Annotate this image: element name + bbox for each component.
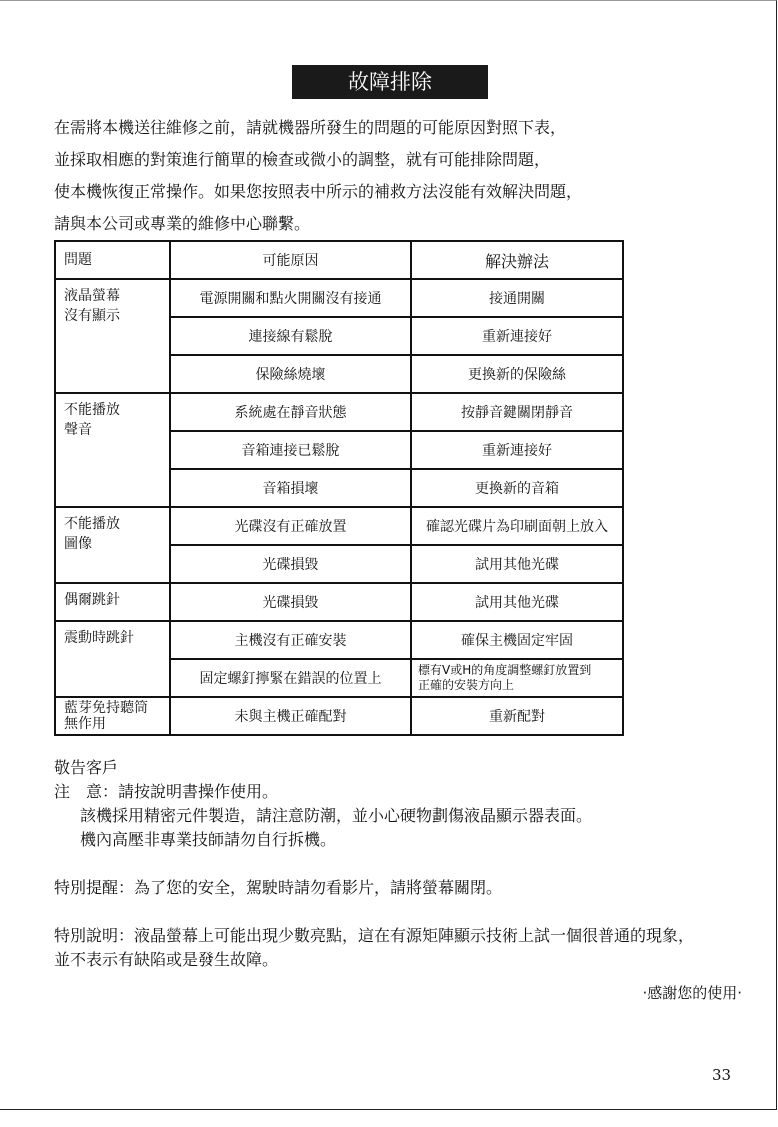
cause-cell: 固定螺釘擰緊在錯誤的位置上 — [170, 659, 411, 697]
header-cause: 可能原因 — [170, 241, 411, 279]
table-row — [55, 697, 623, 735]
header-solution: 解決辦法 — [411, 241, 623, 279]
attention-line — [54, 780, 694, 804]
solution-cell: 接通開關 — [411, 279, 623, 317]
header-problem: 問題 — [55, 241, 170, 279]
table-row — [55, 279, 623, 317]
page-number: 33 — [712, 1066, 732, 1084]
thanks-note: ·感謝您的使用· — [642, 984, 742, 1002]
cause-cell: 系統處在靜音狀態 — [170, 393, 411, 431]
table-row — [55, 583, 623, 621]
problem-cell: 不能播放 圖像 — [55, 507, 170, 583]
cause-cell: 主機沒有正確安裝 — [170, 621, 411, 659]
attention-text: 請按說明書操作使用。 — [118, 782, 279, 801]
intro-line: 並採取相應的對策進行簡單的檢查或微小的調整，就有可能排除問題， — [54, 150, 551, 169]
cause-cell: 連接線有鬆脫 — [170, 317, 411, 355]
attention-label: 注 意： — [54, 782, 119, 801]
solution-cell: 重新連接好 — [411, 431, 623, 469]
cause-cell: 光碟損毀 — [170, 545, 411, 583]
solution-cell: 試用其他光碟 — [411, 583, 623, 621]
cause-cell: 保險絲燒壞 — [170, 355, 411, 393]
table-row — [55, 393, 623, 431]
special-explanation: 並不表示有缺陷或是發生故障。 — [54, 950, 279, 969]
solution-cell: 更換新的音箱 — [411, 469, 623, 507]
attention-line: 機內高壓非專業技師請勿自行拆機。 — [80, 830, 337, 849]
cause-cell: 未與主機正確配對 — [170, 697, 411, 735]
solution-cell: 重新連接好 — [411, 317, 623, 355]
cause-cell: 音箱損壞 — [170, 469, 411, 507]
intro-line: 使本機恢復正常操作。如果您按照表中所示的補救方法沒能有效解決問題， — [54, 182, 583, 201]
cause-cell: 光碟損毀 — [170, 583, 411, 621]
problem-cell: 不能播放 聲音 — [55, 393, 170, 507]
solution-cell: 按靜音鍵關閉靜音 — [411, 393, 623, 431]
table-row — [55, 507, 623, 545]
special-reminder: 特別提醒：為了您的安全，駕駛時請勿看影片，請將螢幕關閉。 — [54, 878, 503, 897]
intro-paragraph — [54, 112, 694, 240]
solution-cell: 更換新的保險絲 — [411, 355, 623, 393]
problem-cell: 偶爾跳針 — [55, 583, 170, 621]
table-header-row — [55, 241, 623, 279]
cause-cell: 電源開關和點火開關沒有接通 — [170, 279, 411, 317]
solution-cell: 試用其他光碟 — [411, 545, 623, 583]
problem-cell: 液晶螢幕 沒有顯示 — [55, 279, 170, 393]
troubleshooting-table — [54, 240, 624, 736]
special-explanation: 特別說明：液晶螢幕上可能出現少數亮點，這在有源矩陣顯示技術上試一個很普通的現象， — [54, 926, 695, 945]
intro-line: 請與本公司或專業的維修中心聯繫。 — [54, 214, 311, 233]
intro-line: 在需將本機送往維修之前，請就機器所發生的問題的可能原因對照下表， — [54, 118, 567, 137]
attention-line: 該機採用精密元件製造，請注意防潮，並小心硬物劃傷液晶顯示器表面。 — [80, 806, 593, 825]
problem-cell: 震動時跳針 — [55, 621, 170, 697]
cause-cell: 音箱連接已鬆脫 — [170, 431, 411, 469]
cause-cell: 光碟沒有正確放置 — [170, 507, 411, 545]
solution-cell: 確保主機固定牢固 — [411, 621, 623, 659]
notes-heading: 敬告客戶 — [54, 758, 119, 777]
solution-cell: 確認光碟片為印刷面朝上放入 — [411, 507, 623, 545]
solution-cell: 標有V或H的角度調整螺釘放置到 正確的安裝方向上 — [411, 659, 623, 697]
solution-cell: 重新配對 — [411, 697, 623, 735]
notes-section — [54, 756, 694, 972]
page-title: 故障排除 — [292, 65, 488, 99]
table-row — [55, 621, 623, 659]
problem-cell: 藍芽免持聽筒 無作用 — [55, 697, 170, 735]
